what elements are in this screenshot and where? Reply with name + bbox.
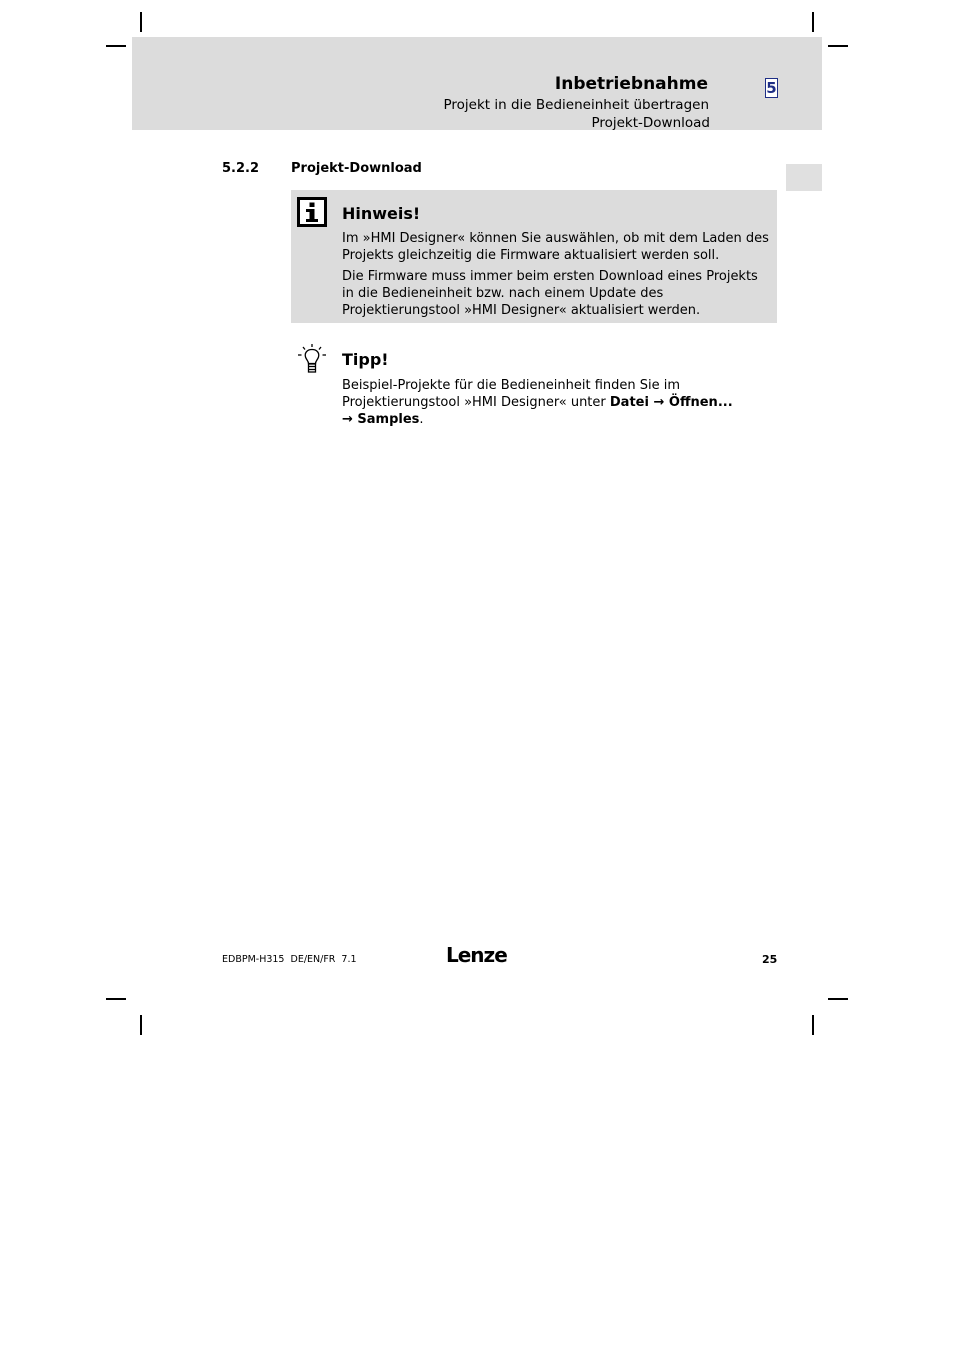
tip-text-end: .	[419, 412, 424, 427]
crop-mark	[828, 45, 848, 47]
menu-path-file: Datei	[609, 395, 649, 410]
page-number: 25	[762, 953, 778, 966]
header-subtitle: Projekt in die Bedieneinheit übertragen	[443, 97, 709, 113]
menu-path-arrow: →	[342, 412, 358, 427]
section-title: Projekt-Download	[291, 161, 422, 176]
crop-mark	[812, 1015, 814, 1035]
crop-mark	[140, 1015, 142, 1035]
crop-mark	[828, 998, 848, 1000]
info-icon	[297, 197, 327, 227]
document-code: EDBPM-H315 DE/EN/FR 7.1	[222, 954, 357, 965]
menu-path-arrow: →	[648, 395, 669, 410]
section-number: 5.2.2	[222, 161, 260, 176]
crop-mark	[106, 45, 126, 47]
note-title: Hinweis!	[342, 204, 421, 223]
lightbulb-icon	[297, 343, 327, 375]
menu-path-samples: Samples	[357, 412, 420, 427]
note-paragraph: Im »HMI Designer« können Sie auswählen, ob mit dem Laden des Projekts gleichzeitig die Firmware aktualisiert werden soll.	[342, 231, 769, 263]
note-paragraph: Die Firmware muss immer beim ersten Download eines Projekts in die Bedieneinheit bzw. nach einem Update des Projektierungstool »HMI Designer« aktualisiert werden.	[342, 269, 758, 318]
tip-paragraph	[342, 377, 742, 428]
tip-title: Tipp!	[342, 350, 389, 369]
lenze-logo: Lenze	[446, 943, 507, 967]
header-subtitle: Projekt-Download	[591, 115, 710, 131]
header-band	[132, 37, 822, 130]
tip-text: Beispiel-Projekte für die Bedieneinheit finden Sie im Projektierungstool »HMI Designer« unter	[342, 378, 681, 410]
side-tab-marker	[786, 164, 822, 191]
crop-mark	[106, 998, 126, 1000]
chapter-number-badge: 5	[766, 79, 777, 97]
chapter-title: Inbetriebnahme	[554, 74, 708, 94]
menu-path-open: Öffnen...	[668, 395, 733, 410]
crop-mark	[812, 12, 814, 32]
crop-mark	[140, 12, 142, 32]
